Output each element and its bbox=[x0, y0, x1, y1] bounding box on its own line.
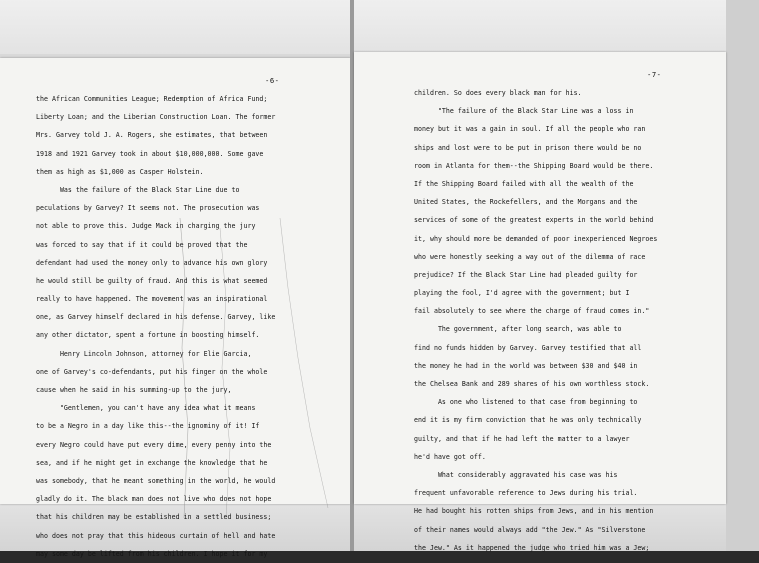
text-line: He had bought his rotten ships from Jews, and in his mention bbox=[414, 507, 654, 516]
text-line: one, as Garvey himself declared in his defense. Garvey, like bbox=[36, 313, 276, 322]
text-line: to be a Negro in a day like this--the ignominy of it! If bbox=[36, 422, 260, 431]
text-line: of their names would always add "the Jew." As "Silverstone bbox=[414, 525, 646, 534]
text-line: he would still be guilty of fraud. And this is what seemed bbox=[36, 276, 268, 285]
text-line: find no funds hidden by Garvey. Garvey testified that all bbox=[414, 343, 642, 352]
text-line: Liberty Loan; and the Liberian Construction Loan. The former bbox=[36, 113, 276, 122]
text-line: Was the failure of the Black Star Line due to bbox=[36, 185, 240, 194]
text-line: playing the fool, I'd agree with the government; but I bbox=[414, 289, 630, 298]
text-line: any other dictator, spent a fortune in boosting himself. bbox=[36, 331, 260, 340]
page-text bbox=[36, 90, 275, 563]
text-line: The government, after long search, was able to bbox=[414, 325, 622, 334]
text-line: them as high as $1,000 as Casper Holstein. bbox=[36, 167, 204, 176]
text-line: money but it was a gain in soul. If all the people who ran bbox=[414, 125, 646, 134]
text-line: the Chelsea Bank and 289 shares of his own worthless stock. bbox=[414, 380, 650, 388]
text-line: the money he had in the world was between $30 and $40 in bbox=[414, 361, 638, 370]
text-line: who does not pray that this hideous curtain of hell and hate bbox=[36, 531, 276, 540]
text-line: every Negro could have put every dime, every penny into the bbox=[36, 440, 272, 449]
text-line: Mrs. Garvey told J. A. Rogers, she estimates, that between bbox=[36, 131, 268, 140]
text-line: "The failure of the Black Star Line was a loss in bbox=[414, 107, 634, 116]
text-line: room in Atlanta for them--the Shipping Board would be there. bbox=[414, 161, 654, 170]
text-line: sea, and if he might get in exchange the knowledge that he bbox=[36, 458, 268, 467]
left-page bbox=[0, 58, 351, 558]
text-line: If the Shipping Board failed with all the wealth of the bbox=[414, 179, 634, 188]
text-line: fail absolutely to see where the charge of fraud comes in." bbox=[414, 307, 650, 316]
right-page bbox=[354, 52, 726, 552]
text-line: prejudice? If the Black Star Line had pleaded guilty for bbox=[414, 270, 638, 279]
text-line: services of some of the greatest experts in the world behind bbox=[414, 216, 654, 225]
text-line: Henry Lincoln Johnson, attorney for Elie Garcia, bbox=[36, 349, 252, 358]
top-edge bbox=[0, 0, 759, 54]
text-line: one of Garvey's co-defendants, put his finger on the whole bbox=[36, 367, 268, 376]
text-line: United States, the Rockefellers, and the Morgans and the bbox=[414, 198, 638, 207]
text-line: What considerably aggravated his case was his bbox=[414, 470, 618, 479]
text-line: not able to prove this. Judge Mack in charging the jury bbox=[36, 222, 256, 231]
text-line: really to have happened. The movement was an inspirational bbox=[36, 295, 268, 304]
text-line: 1918 and 1921 Garvey took in about $10,000,000. Some gave bbox=[36, 149, 264, 158]
text-line: that his children may be established in a settled business; bbox=[36, 513, 272, 522]
text-line: the Jew." As it happened the judge who tried him was a Jew; bbox=[414, 543, 650, 552]
text-line: end it is my firm conviction that he was only technically bbox=[414, 416, 642, 425]
text-line: who were honestly seeking a way out of the dilemma of race bbox=[414, 252, 646, 261]
page-number: -6- bbox=[265, 76, 280, 85]
text-line: As one who listened to that case from beginning to bbox=[414, 398, 638, 407]
text-line: gladly do it. The black man does not live who does not hope bbox=[36, 495, 272, 504]
text-line: was forced to say that if it could be proved that the bbox=[36, 240, 248, 249]
text-line: he'd have got off. bbox=[414, 452, 486, 461]
text-line: cause when he said in his summing-up to the jury, bbox=[36, 386, 232, 394]
right-margin bbox=[726, 0, 759, 551]
text-line: defendant had used the money only to advance his own glory bbox=[36, 258, 268, 267]
page-number: -7- bbox=[647, 70, 662, 79]
page-text bbox=[414, 84, 657, 557]
text-line: children. So does every black man for his. bbox=[414, 89, 582, 97]
text-line: peculations by Garvey? It seems not. The prosecution was bbox=[36, 204, 260, 213]
text-line: frequent unfavorable reference to Jews during his trial. bbox=[414, 489, 638, 498]
text-line: may some day be lifted from his children. I hope it for my bbox=[36, 549, 268, 558]
text-line: guilty, and that if he had left the matter to a lawyer bbox=[414, 434, 630, 443]
text-line: "Gentlemen, you can't have any idea what it means bbox=[36, 404, 256, 413]
text-line: was somebody, that he meant something in the world, he would bbox=[36, 476, 276, 485]
text-line: ships and lost were to be put in prison there would be no bbox=[414, 143, 642, 152]
text-line: it, why should more be demanded of poor inexperienced Negroes bbox=[414, 234, 658, 243]
text-line: the African Communities League; Redemption of Africa Fund; bbox=[36, 95, 268, 103]
